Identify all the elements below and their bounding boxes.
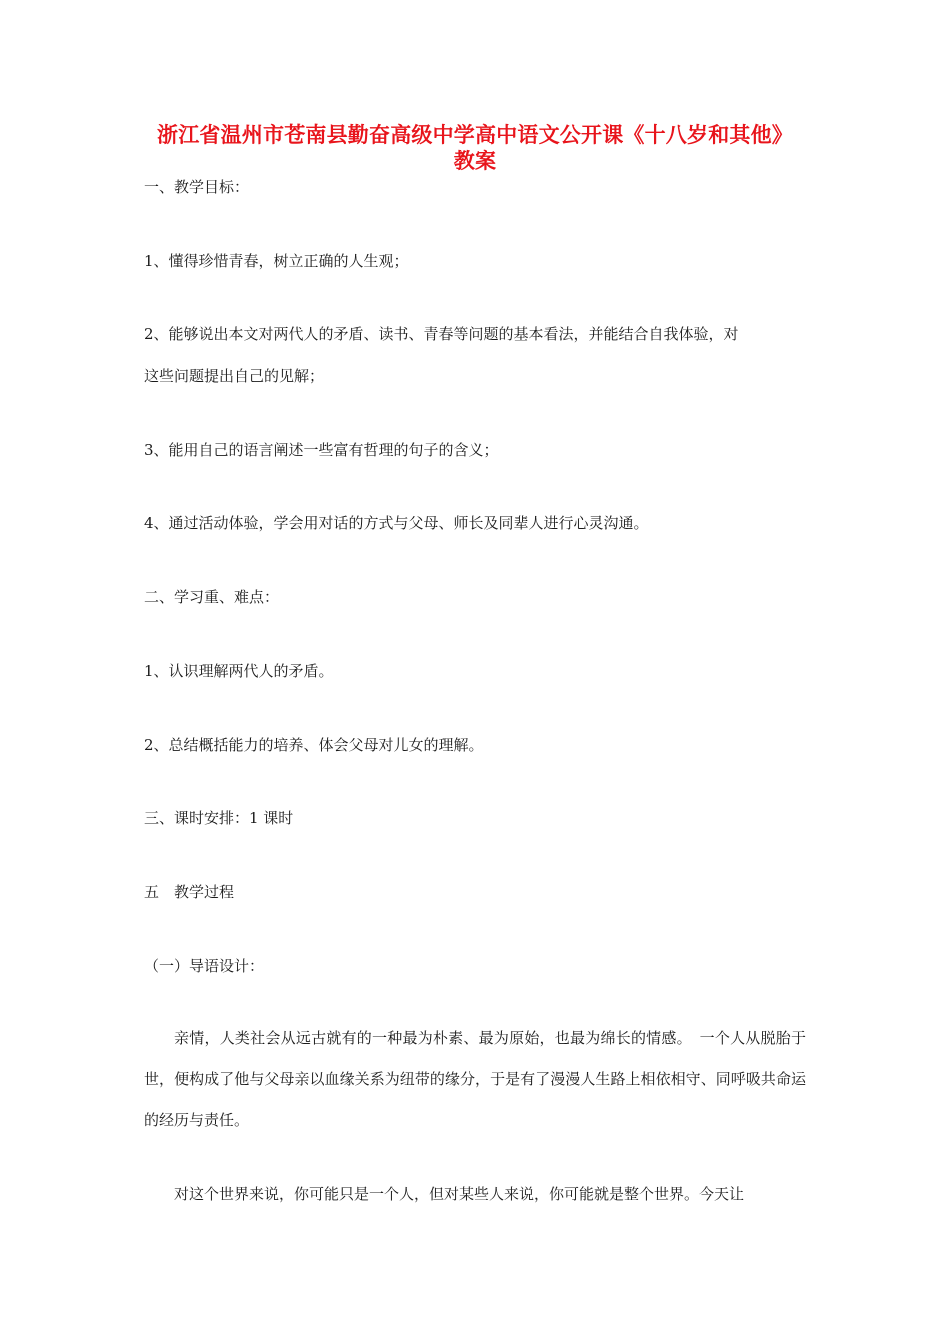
goal-item-2-line-2: 这些问题提出自己的见解；: [144, 367, 325, 385]
key-points-heading: 二、学习重、难点：: [144, 588, 280, 606]
goal-item-4: 4、通过活动体验，学会用对话的方式与父母、师长及同辈人进行心灵沟通。: [144, 514, 649, 532]
goal-item-2-line-1: 2、能够说出本文对两代人的矛盾、读书、青春等问题的基本看法，并能结合自我体验，对: [144, 325, 739, 343]
schedule-line: 三、课时安排：1 课时: [144, 809, 294, 827]
goals-heading: 一、教学目标：: [144, 178, 250, 196]
intro-heading: （一）导语设计：: [144, 957, 265, 975]
key-point-1: 1、认识理解两代人的矛盾。: [144, 662, 334, 680]
process-heading: 五 教学过程: [144, 883, 235, 901]
intro-paragraph-2: 对这个世界来说，你可能只是一个人，但对某些人来说，你可能就是整个世界。今天让: [174, 1185, 745, 1203]
goal-item-1: 1、懂得珍惜青春，树立正确的人生观；: [144, 252, 409, 270]
key-point-2: 2、总结概括能力的培养、体会父母对儿女的理解。: [144, 736, 484, 754]
document-title: 浙江省温州市苍南县勤奋高级中学高中语文公开课《十八岁和其他》教案: [157, 122, 793, 173]
goal-item-3: 3、能用自己的语言阐述一些富有哲理的句子的含义；: [144, 441, 499, 459]
intro-paragraph-1: 亲情，人类社会从远古就有的一种最为朴素、最为原始，也最为绵长的情感。 一个人从脱胎于世，便构成了他与父母亲以血缘关系为纽带的缘分，于是有了漫漫人生路上相依相守、同呼吸共命运的经历与责任。: [144, 1029, 806, 1129]
